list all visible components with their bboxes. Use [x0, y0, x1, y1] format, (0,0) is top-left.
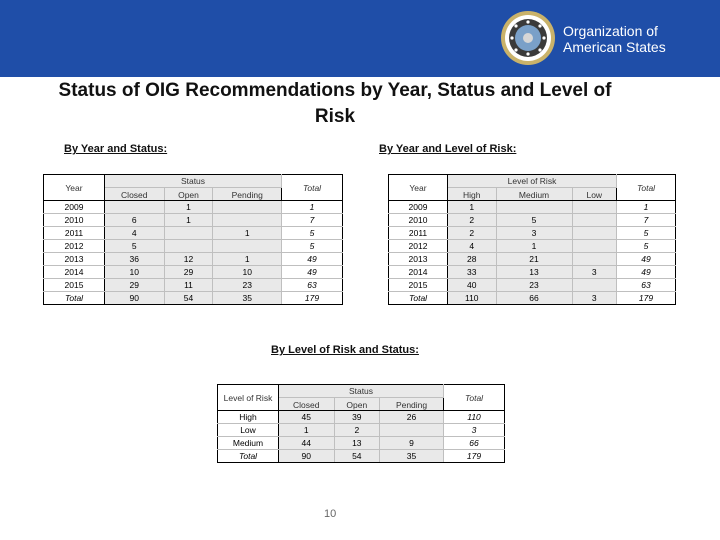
column-header: Pending	[213, 188, 282, 201]
cell: 110	[448, 292, 497, 305]
cell	[572, 201, 616, 214]
table-row	[44, 227, 343, 240]
cell	[164, 227, 213, 240]
table-row	[389, 253, 676, 266]
cell: 12	[164, 253, 213, 266]
row-year: 2013	[389, 253, 448, 266]
section-label-year-risk: By Year and Level of Risk:	[379, 143, 517, 155]
table-row	[44, 240, 343, 253]
cell: 90	[279, 450, 335, 463]
table-row	[389, 214, 676, 227]
cell: 4	[105, 227, 165, 240]
table-row	[44, 279, 343, 292]
row-risk: Total	[218, 450, 279, 463]
row-total: 7	[617, 214, 676, 227]
cell: 13	[334, 437, 380, 450]
row-year: 2009	[44, 201, 105, 214]
cell: 3	[572, 292, 616, 305]
row-total: 1	[617, 201, 676, 214]
year-header: Year	[44, 175, 105, 201]
column-header: Open	[334, 398, 380, 411]
table-total-row	[44, 292, 343, 305]
row-year: 2012	[389, 240, 448, 253]
oas-seal-icon	[500, 10, 556, 66]
row-year: 2009	[389, 201, 448, 214]
table-row	[218, 424, 505, 437]
cell: 44	[279, 437, 335, 450]
cell: 21	[496, 253, 572, 266]
row-year: Total	[44, 292, 105, 305]
cell: 23	[213, 279, 282, 292]
cell: 3	[496, 227, 572, 240]
row-risk: Low	[218, 424, 279, 437]
cell: 1	[213, 227, 282, 240]
row-year: Total	[389, 292, 448, 305]
cell: 45	[279, 411, 335, 424]
section-label-year-status: By Year and Status:	[64, 143, 168, 155]
cell: 40	[448, 279, 497, 292]
cell: 29	[164, 266, 213, 279]
row-total: 5	[617, 240, 676, 253]
cell: 1	[279, 424, 335, 437]
table-row	[389, 201, 676, 214]
row-total: 49	[282, 266, 343, 279]
row-total: 5	[282, 240, 343, 253]
cell: 11	[164, 279, 213, 292]
risk-header: Level of Risk	[218, 385, 279, 411]
cell	[572, 253, 616, 266]
cell: 33	[448, 266, 497, 279]
cell: 26	[380, 411, 444, 424]
table-year-status	[43, 174, 343, 305]
group-header: Status	[279, 385, 444, 398]
table-total-row	[218, 450, 505, 463]
column-header: Low	[572, 188, 616, 201]
table-row	[44, 266, 343, 279]
page-title-line1: Status of OIG Recommendations by Year, Status and Level of	[58, 80, 612, 101]
table-year-risk	[388, 174, 676, 305]
cell: 1	[164, 214, 213, 227]
row-year: 2013	[44, 253, 105, 266]
cell: 54	[334, 450, 380, 463]
table-row	[389, 240, 676, 253]
row-total: 63	[617, 279, 676, 292]
cell: 2	[334, 424, 380, 437]
row-total: 1	[282, 201, 343, 214]
cell: 39	[334, 411, 380, 424]
table-row	[44, 201, 343, 214]
row-total: 179	[444, 450, 505, 463]
cell: 35	[380, 450, 444, 463]
cell	[572, 240, 616, 253]
row-year: 2011	[44, 227, 105, 240]
row-total: 110	[444, 411, 505, 424]
table-row	[389, 227, 676, 240]
page-title-line2: Risk	[314, 106, 356, 127]
column-header: Closed	[105, 188, 165, 201]
cell: 5	[105, 240, 165, 253]
row-year: 2014	[389, 266, 448, 279]
cell: 1	[496, 240, 572, 253]
row-total: 5	[617, 227, 676, 240]
cell: 6	[105, 214, 165, 227]
cell: 10	[213, 266, 282, 279]
cell: 28	[448, 253, 497, 266]
row-year: 2014	[44, 266, 105, 279]
cell	[213, 240, 282, 253]
cell: 66	[496, 292, 572, 305]
table-risk-status	[217, 384, 505, 463]
row-total: 49	[617, 266, 676, 279]
section-label-risk-status: By Level of Risk and Status:	[271, 344, 419, 356]
cell: 29	[105, 279, 165, 292]
org-name	[563, 23, 666, 55]
column-header: Pending	[380, 398, 444, 411]
row-total: 7	[282, 214, 343, 227]
cell	[164, 240, 213, 253]
row-total: 63	[282, 279, 343, 292]
cell	[380, 424, 444, 437]
row-total: 66	[444, 437, 505, 450]
cell: 54	[164, 292, 213, 305]
column-header: Medium	[496, 188, 572, 201]
cell	[105, 201, 165, 214]
row-year: 2011	[389, 227, 448, 240]
row-total: 49	[617, 253, 676, 266]
column-header: Closed	[279, 398, 335, 411]
row-year: 2010	[44, 214, 105, 227]
table-row	[44, 214, 343, 227]
row-year: 2015	[389, 279, 448, 292]
cell	[213, 201, 282, 214]
group-header: Level of Risk	[448, 175, 617, 188]
total-header: Total	[444, 385, 505, 411]
table-row	[218, 437, 505, 450]
org-name-line2: American States	[563, 39, 666, 55]
cell: 1	[213, 253, 282, 266]
table-row	[389, 279, 676, 292]
cell: 9	[380, 437, 444, 450]
cell: 1	[448, 201, 497, 214]
cell	[572, 279, 616, 292]
page-number: 10	[324, 508, 337, 520]
total-header: Total	[282, 175, 343, 201]
row-total: 49	[282, 253, 343, 266]
row-year: 2010	[389, 214, 448, 227]
table-total-row	[389, 292, 676, 305]
row-year: 2012	[44, 240, 105, 253]
table-row	[389, 266, 676, 279]
cell: 35	[213, 292, 282, 305]
total-header: Total	[617, 175, 676, 201]
column-header: High	[448, 188, 497, 201]
header-bar	[0, 0, 720, 77]
cell: 10	[105, 266, 165, 279]
table-row	[218, 411, 505, 424]
row-risk: Medium	[218, 437, 279, 450]
cell: 2	[448, 227, 497, 240]
cell	[572, 214, 616, 227]
page-title	[20, 78, 650, 130]
table-row	[44, 253, 343, 266]
year-header: Year	[389, 175, 448, 201]
row-year: 2015	[44, 279, 105, 292]
row-total: 3	[444, 424, 505, 437]
row-total: 179	[282, 292, 343, 305]
cell: 5	[496, 214, 572, 227]
row-total: 5	[282, 227, 343, 240]
org-name-line1: Organization of	[563, 23, 658, 39]
cell: 23	[496, 279, 572, 292]
cell: 36	[105, 253, 165, 266]
column-header: Open	[164, 188, 213, 201]
cell: 13	[496, 266, 572, 279]
row-risk: High	[218, 411, 279, 424]
cell	[572, 227, 616, 240]
cell	[213, 214, 282, 227]
cell: 4	[448, 240, 497, 253]
group-header: Status	[105, 175, 282, 188]
row-total: 179	[617, 292, 676, 305]
cell: 2	[448, 214, 497, 227]
cell	[496, 201, 572, 214]
cell: 1	[164, 201, 213, 214]
cell: 3	[572, 266, 616, 279]
cell: 90	[105, 292, 165, 305]
